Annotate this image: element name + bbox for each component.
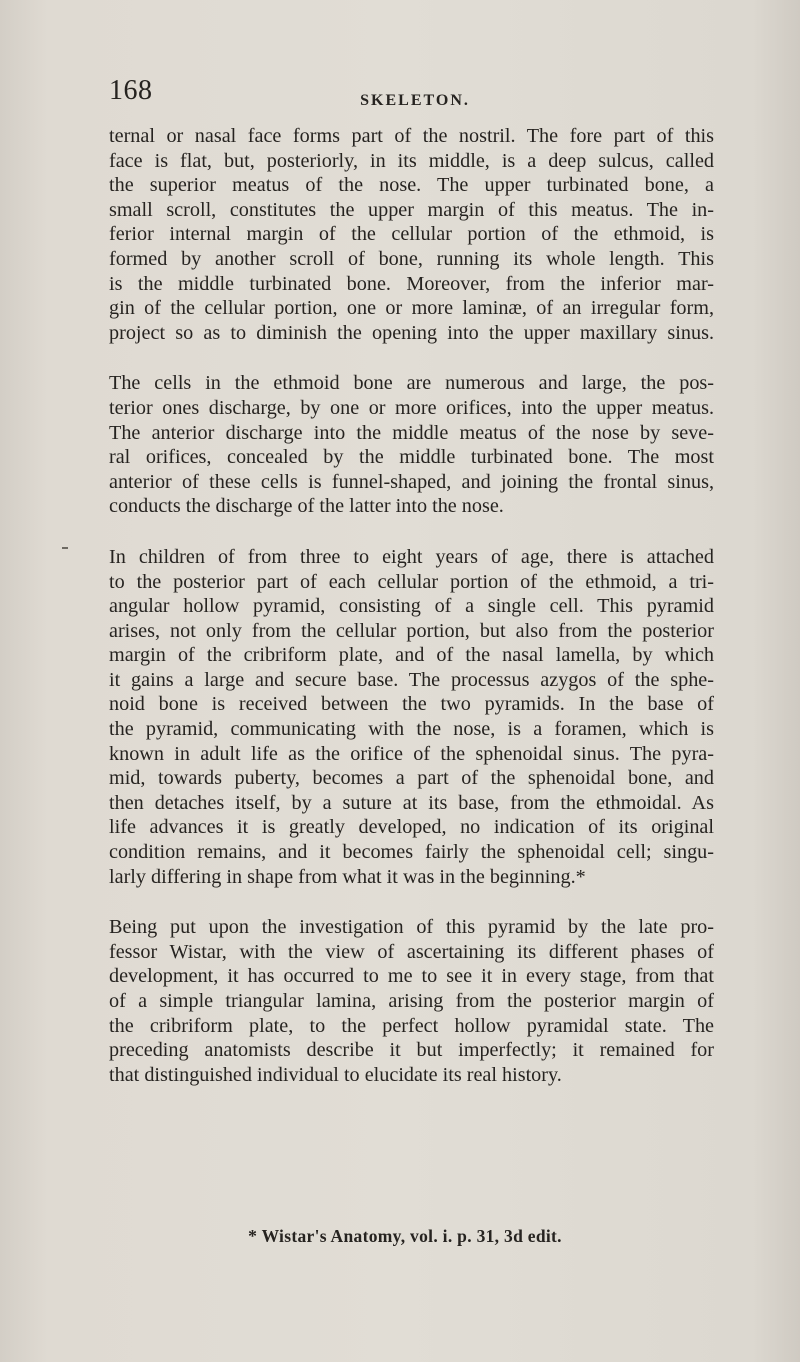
- footnote-text: * Wistar's Anatomy, vol. i. p. 31, 3d edit.: [248, 1226, 562, 1246]
- text-line: In children of from three to eight years of age, there is attached: [109, 545, 714, 568]
- text-line: larly differing in shape from what it was in the beginning.*: [109, 865, 586, 888]
- text-line: it gains a large and secure base. The processus azygos of the sphe-: [109, 668, 714, 691]
- text-line: then detaches itself, by a suture at its base, from the ethmoidal. As: [109, 791, 714, 814]
- text-line: is the middle turbinated bone. Moreover, from the inferior mar-: [109, 272, 714, 295]
- paragraph-4: [109, 915, 714, 1087]
- text-line: the cribriform plate, to the perfect hollow pyramidal state. The: [109, 1014, 714, 1037]
- text-line: The cells in the ethmoid bone are numerous and large, the pos-: [109, 372, 714, 395]
- text-line: the superior meatus of the nose. The upper turbinated bone, a: [109, 174, 714, 197]
- text-line: mid, towards puberty, becomes a part of the sphenoidal bone, and: [109, 767, 714, 790]
- text-line: arises, not only from the cellular portion, but also from the posterior: [109, 619, 714, 642]
- text-line: project so as to diminish the opening into the upper maxillary sinus.: [109, 321, 714, 344]
- text-line: formed by another scroll of bone, running its whole length. This: [109, 247, 714, 270]
- text-line: of a simple triangular lamina, arising from the posterior margin of: [109, 990, 714, 1012]
- margin-mark: [62, 547, 68, 549]
- text-line: life advances it is greatly developed, no indication of its original: [109, 816, 714, 839]
- paragraph-2: [109, 371, 714, 519]
- text-line: angular hollow pyramid, consisting of a single cell. This pyramid: [109, 595, 714, 618]
- text-line: preceding anatomists describe it but imperfectly; it remained for: [109, 1039, 714, 1062]
- text-line: Being put upon the investigation of this pyramid by the late pro-: [109, 916, 714, 939]
- text-line: fessor Wistar, with the view of ascertaining its different phases of: [109, 940, 714, 963]
- text-line: terior ones discharge, by one or more orifices, into the upper meatus.: [109, 396, 714, 419]
- running-title: [0, 92, 800, 110]
- text-line: condition remains, and it becomes fairly the sphenoidal cell; singu-: [109, 841, 714, 864]
- text-line: that distinguished individual to elucidate its real history.: [109, 1063, 562, 1086]
- text-line: gin of the cellular portion, one or more laminæ, of an irregular form,: [109, 297, 714, 320]
- text-line: ternal or nasal face forms part of the nostril. The fore part of this: [109, 125, 714, 147]
- text-line: noid bone is received between the two pyramids. In the base of: [109, 693, 714, 716]
- text-line: small scroll, constitutes the upper margin of this meatus. The in-: [109, 198, 714, 221]
- footnote: [0, 1226, 800, 1247]
- text-line: The anterior discharge into the middle meatus of the nose by seve-: [109, 421, 714, 444]
- text-line: face is flat, but, posteriorly, in its middle, is a deep sulcus, called: [109, 149, 714, 172]
- text-line: ferior internal margin of the cellular portion of the ethmoid, is: [109, 223, 714, 246]
- body-text: [109, 124, 714, 1087]
- text-line: margin of the cribriform plate, and of the nasal lamella, by which: [109, 644, 714, 667]
- text-line: development, it has occurred to me to see it in every stage, from that: [109, 965, 714, 988]
- page-number: 168: [109, 75, 153, 106]
- running-title-text: SKELETON.: [360, 92, 470, 109]
- text-line: the pyramid, communicating with the nose, is a foramen, which is: [109, 718, 714, 741]
- paragraph-1: [109, 124, 714, 345]
- text-line: to the posterior part of each cellular portion of the ethmoid, a tri-: [109, 570, 714, 593]
- text-line: conducts the discharge of the latter into the nose.: [109, 495, 504, 518]
- paragraph-3: [109, 545, 714, 889]
- text-line: anterior of these cells is funnel-shaped, and joining the frontal sinus,: [109, 470, 714, 493]
- text-line: known in adult life as the orifice of the sphenoidal sinus. The pyra-: [109, 742, 714, 765]
- text-line: ral orifices, concealed by the middle turbinated bone. The most: [109, 446, 714, 469]
